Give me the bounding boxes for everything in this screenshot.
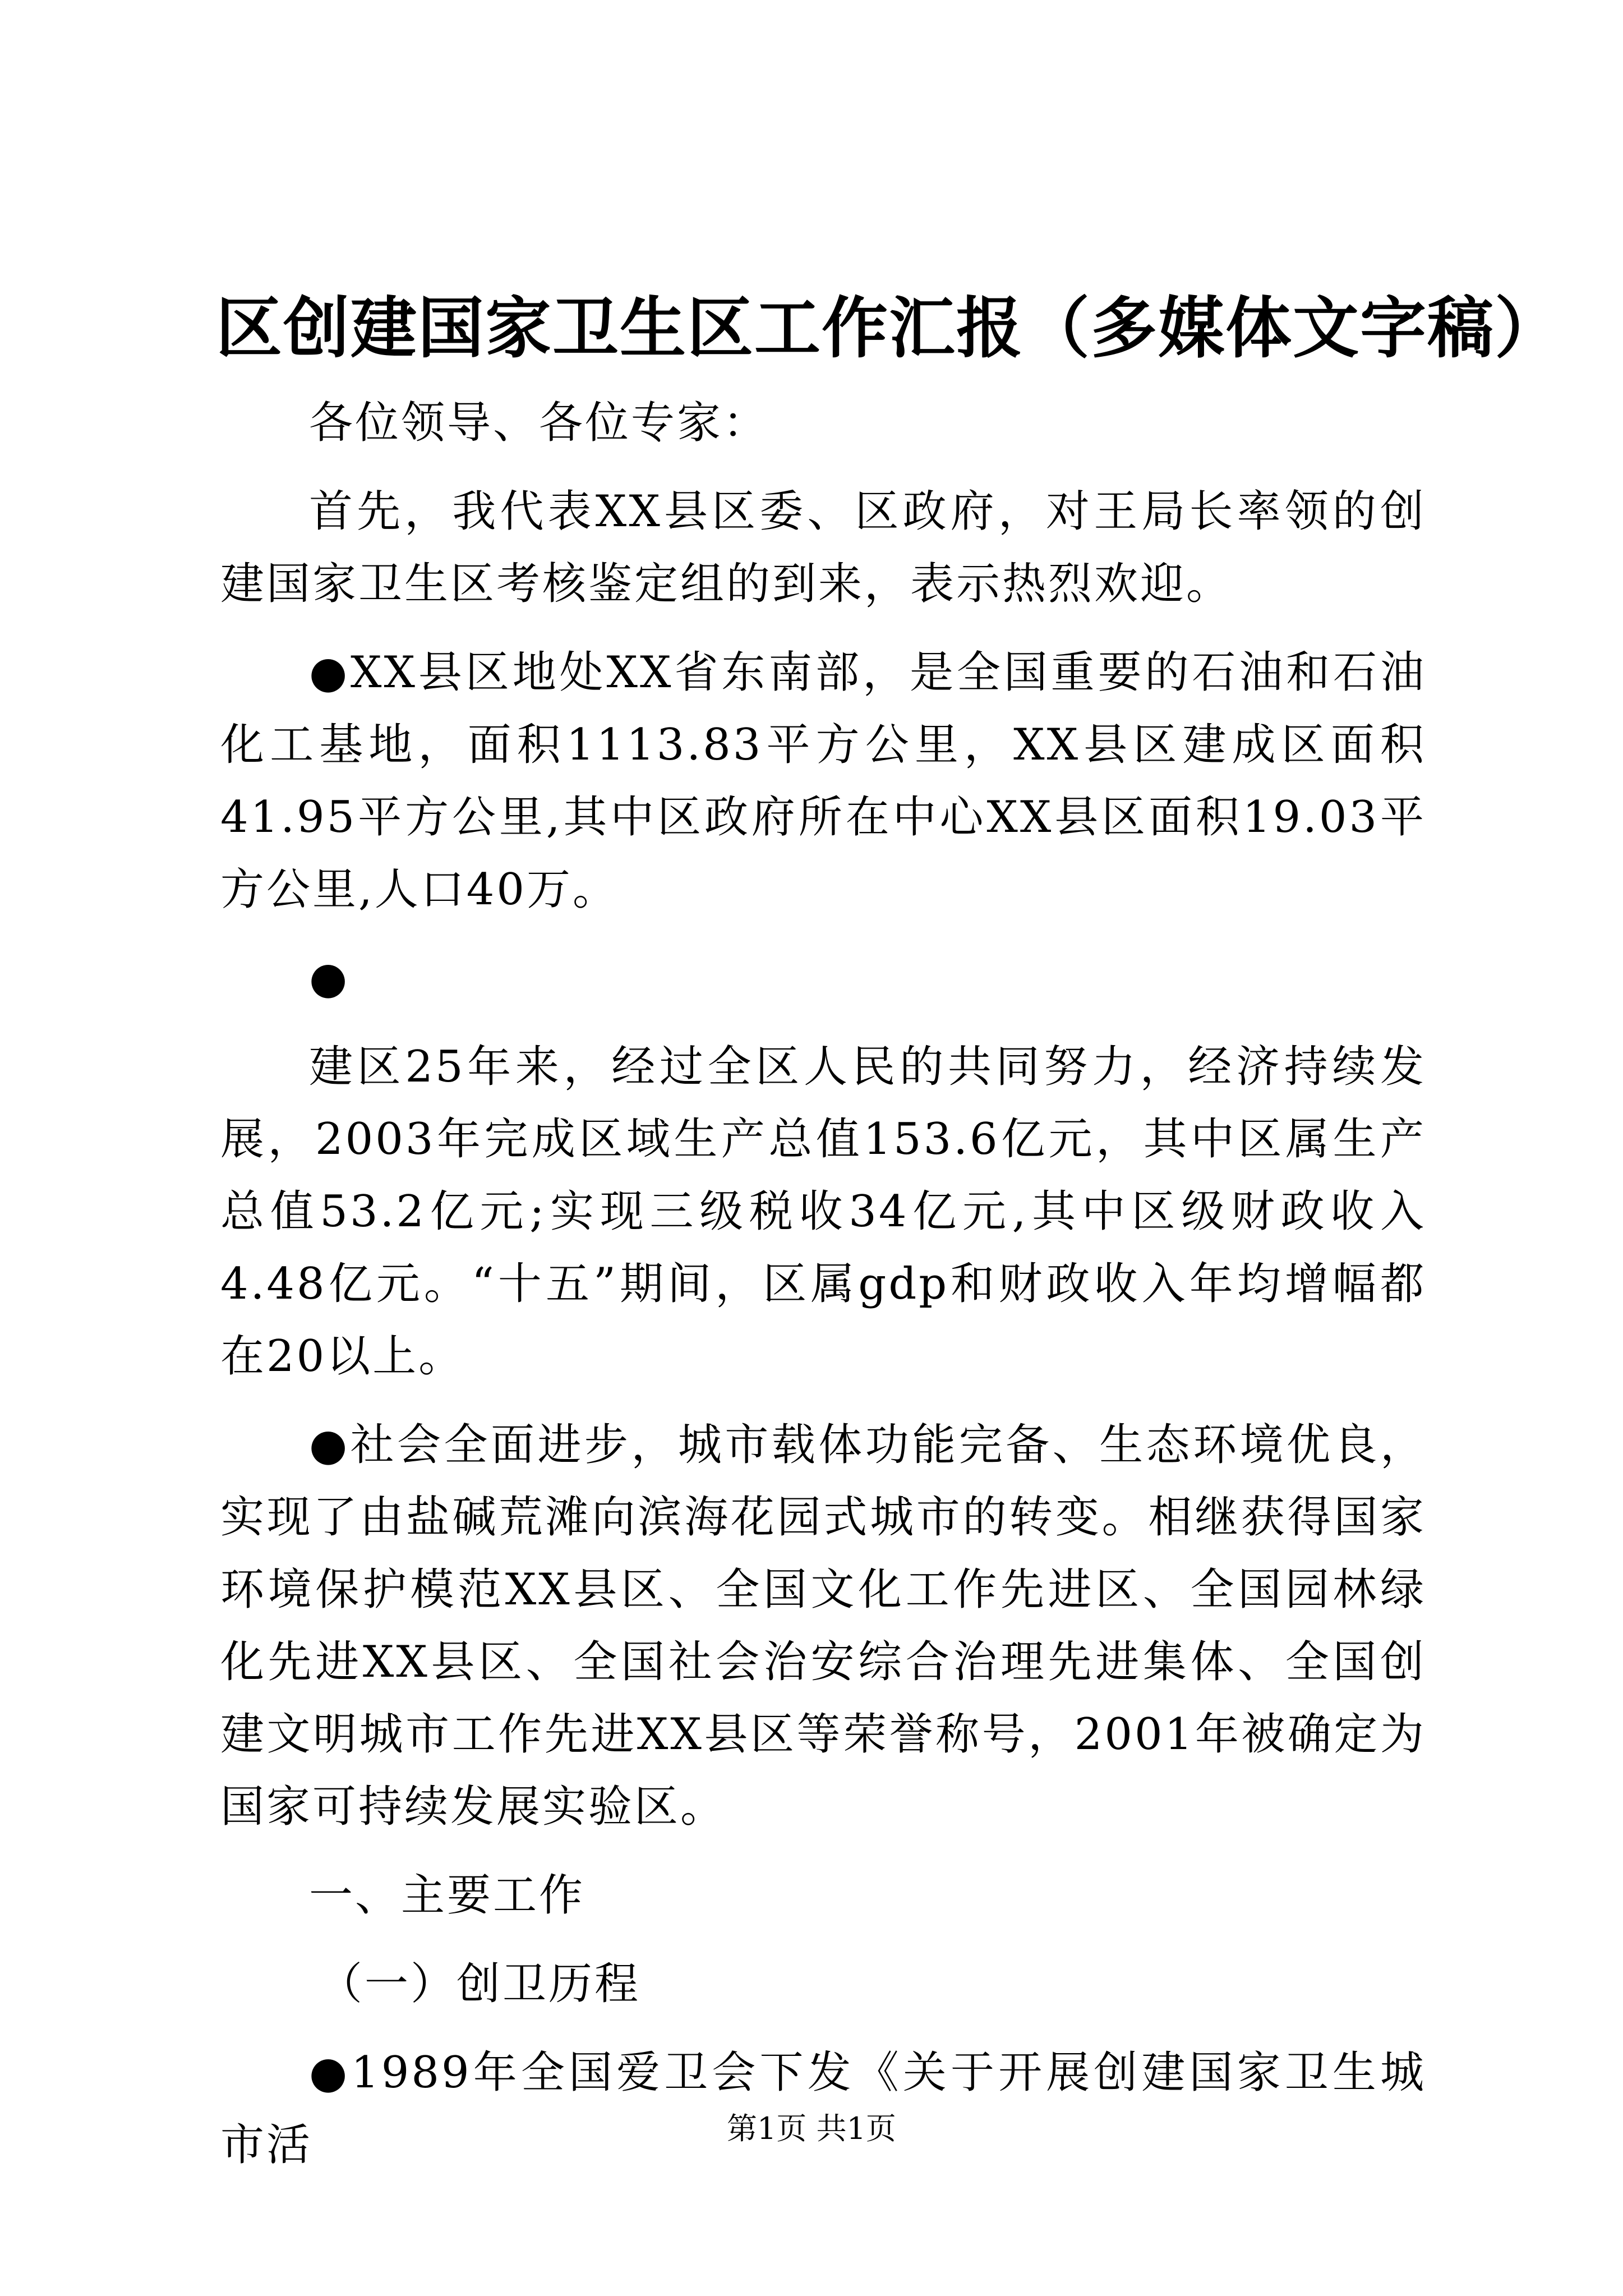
salutation-paragraph: 各位领导、各位专家： (309, 398, 769, 448)
overview-paragraph: ●XX县区地处XX省东南部，是全国重要的石油和石油化工基地，面积1113.83平方公里，XX县区建成区面积41.95平方公里,其中区政府所在中心XX县区面积19.03平方公里,人口40万。 (220, 647, 1426, 915)
page-number-footer: 第1页 共1页 (727, 2111, 896, 2146)
document-title: 区创建国家卫生区工作汇报（多媒体文字稿） (216, 289, 1562, 367)
bullet-paragraph: ● (309, 953, 350, 1004)
history-paragraph: ●1989年全国爱卫会下发《关于开展创建国家卫生城市活 (220, 2047, 1426, 2170)
economy-paragraph: 建区25年来，经过全区人民的共同努力，经济持续发展，2003年完成区域生产总值153.6亿元，其中区属生产总值53.2亿元;实现三级税收34亿元,其中区级财政收入4.48亿元。“十五”期间，区属gdp和财政收入年均增幅都在20以上。 (220, 1042, 1426, 1382)
section-heading: 一、主要工作 (309, 1870, 585, 1921)
welcome-paragraph: 首先，我代表XX县区委、区政府，对王局长率领的创建国家卫生区考核鉴定组的到来，表示热烈欢迎。 (220, 486, 1426, 609)
document-body (220, 387, 1426, 2198)
progress-paragraph: ●社会全面进步，城市载体功能完备、生态环境优良，实现了由盐碱荒滩向滨海花园式城市的转变。相继获得国家环境保护模范XX县区、全国文化工作先进区、全国园林绿化先进XX县区、全国社会治安综合治理先进集体、全国创建文明城市工作先进XX县区等荣誉称号，2001年被确定为国家可持续发展实验区。 (220, 1420, 1426, 1832)
subsection-heading: （一）创卫历程 (319, 1959, 641, 2009)
